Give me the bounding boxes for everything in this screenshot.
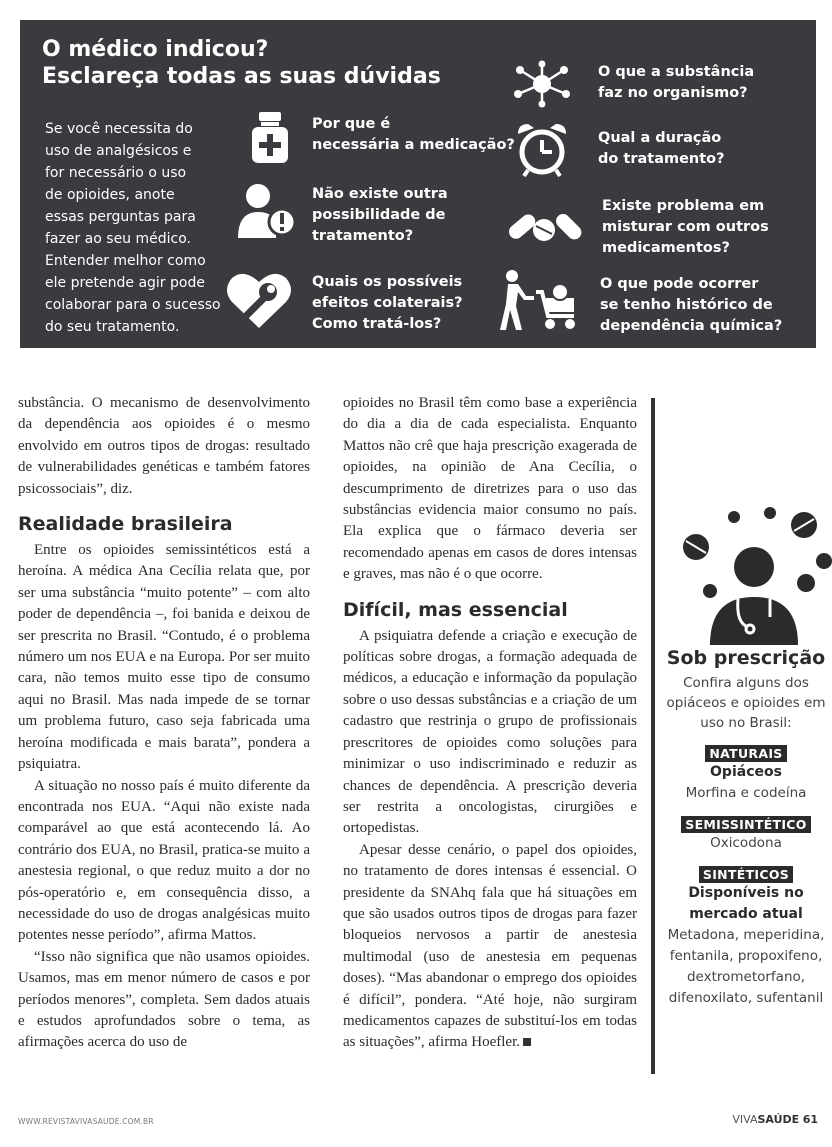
tag-semissintetico: SEMISSINTÉTICO — [681, 816, 810, 833]
pills-icon — [506, 202, 582, 250]
alarm-clock-icon — [514, 120, 570, 178]
question-6: Existe problema em misturar com outros medicamentos? — [602, 198, 769, 256]
sidebar-text: Oxicodona — [710, 835, 782, 851]
sidebar-text: Morfina e codeína — [685, 785, 807, 801]
tag-sinteticos: SINTÉTICOS — [699, 866, 793, 883]
question-2: Não existe outra possibilidade de tratamento? — [312, 186, 448, 244]
article-paragraph-text: Apesar desse cenário, o papel dos opioides, no tratamento de dores intensas é essencial. O presidente da SNAhq fala que há situações em que são usados outros tipos de drogas para fazer bloqueios nervosos a partir de anestesia multimodal (uso de anestesia em pequenas doses). “Mas abandonar o emprego dos opioides é difícil”, pondera. “Até hoje, não surgiram medicamentos capazes de substituí-los em todas as situações”, afirma Hoefler. — [343, 841, 637, 1051]
molecule-icon — [512, 60, 572, 108]
end-mark-icon — [523, 1038, 531, 1046]
sidebar-title: Sob prescrição — [666, 647, 826, 669]
sidebar-rule — [651, 398, 655, 1074]
article-column-2 — [343, 393, 637, 1054]
article-column-1 — [18, 393, 310, 1054]
article-paragraph: opioides no Brasil têm como base a experiência do dia a dia de cada especialista. Enquanto Mattos não crê que haja prescrição exagerada de opioides, na opinião de Ana Cecília, o descumprimento de diretrizes para o uso das substâncias evidencia maior consumo no país. Ela explica que o fármaco deveria ser recomendado apenas em casos de dores intensas e graves, mas não é o que ocorre. — [343, 395, 637, 583]
footer-brand — [732, 1113, 818, 1126]
sidebar — [660, 505, 832, 1009]
article-paragraph — [343, 840, 637, 1054]
question-3: Quais os possíveis efeitos colaterais? Como tratá-los? — [312, 274, 463, 332]
question-4: O que a substância faz no organismo? — [598, 64, 755, 101]
article-paragraph: A psiquiatra defende a criação e execução de políticas sobre drogas, a formação adequada de médicos, a educação e informação da população sobre o uso dessas substâncias e a criação de um cadastro que restrinja o grupo de profissionais prescritores de opioides como soluções para minimizar o uso indiscriminado e reduzir as chances de dependência. A prescrição deveria ser restrita a oncologistas, cirurgiões e ortopedistas. — [343, 627, 637, 837]
sidebar-bold-text: Disponíveis no mercado atual — [688, 885, 804, 922]
article-paragraph: substância. O mecanismo de desenvolvimento da dependência aos opioides é o mesmo envolvido em outros tipos de drogas: resultado de vulnerabilidades genéticas e também fatores psicossociais”, diz. — [18, 395, 310, 497]
heart-wrench-icon — [226, 270, 292, 330]
sidebar-description: Confira alguns dos opiáceos e opioides em uso no Brasil: — [666, 675, 826, 731]
sidebar-text: Metadona, meperidina, fentanila, propoxifeno, dextrometorfano, difenoxilato, sufentanil — [667, 927, 825, 1006]
question-5: Qual a duração do tratamento? — [598, 130, 725, 167]
question-1: Por que é necessária a medicação? — [312, 116, 515, 153]
doctor-pills-icon — [674, 505, 832, 649]
questions-box — [20, 20, 816, 348]
brand-saude: SAÚDE — [757, 1113, 800, 1126]
user-alert-icon — [236, 182, 298, 240]
article-paragraph: A situação no nosso país é muito diferente da encontrada nos EUA. “Aqui não existe nada comparável ao que está acontecendo lá. Ao contrário dos EUA, no Brasil, pratica-se muito a anestesia regional, o que reduz muito a dor no pós-operatório e, em consequência disso, a necessidade do uso de drogas analgésicas muito potentes nesse período”, afirma Mattos. — [18, 777, 310, 944]
section-heading-realidade: Realidade brasileira — [18, 513, 233, 536]
article-paragraph: “Isso não significa que não usamos opioides. Usamos, mas em menor número de casos e por períodos menores”, completa. Sem dados atuais e estudos aprofundados sobre o tema, as afirmações acerca do uso de — [18, 948, 310, 1051]
footer-url: WWW.REVISTAVIVASAUDE.COM.BR — [18, 1117, 154, 1126]
box-title: O médico indicou? Esclareça todas as suas dúvidas — [42, 37, 441, 89]
article-paragraph: Entre os opioides semissintéticos está a heroína. A médica Ana Cecília relata que, por ser uma substância “muito potente” – com alto poder de dependência –, foi banida e deixou de ser prescrita no Brasil. “Contudo, é o problema número um nos EUA e na Europa. Por ser muito cara, não temos muito esse tipo de consumo aqui no Brasil. Mas nada impede de se tornar um problema futuro, caso seja fabricada uma heroína modificada e mais barata”, pondera a psiquiatra. — [18, 542, 310, 773]
page-number: 61 — [802, 1113, 818, 1126]
sidebar-bold-text: Opiáceos — [710, 764, 782, 780]
tag-naturais: NATURAIS — [705, 745, 786, 762]
medicine-bottle-icon — [248, 112, 292, 164]
section-heading-dificil: Difícil, mas essencial — [343, 598, 568, 621]
question-7: O que pode ocorrer se tenho histórico de dependência química? — [600, 276, 783, 334]
brand-viva: VIVA — [732, 1113, 758, 1126]
person-cart-icon — [498, 270, 582, 332]
box-intro: Se você necessita do uso de analgésicos e for necessário o uso de opioides, anote essas perguntas para fazer ao seu médico. Entender melhor como ele pretende agir pode colaborar para o sucesso do seu tratamento. — [45, 121, 221, 335]
